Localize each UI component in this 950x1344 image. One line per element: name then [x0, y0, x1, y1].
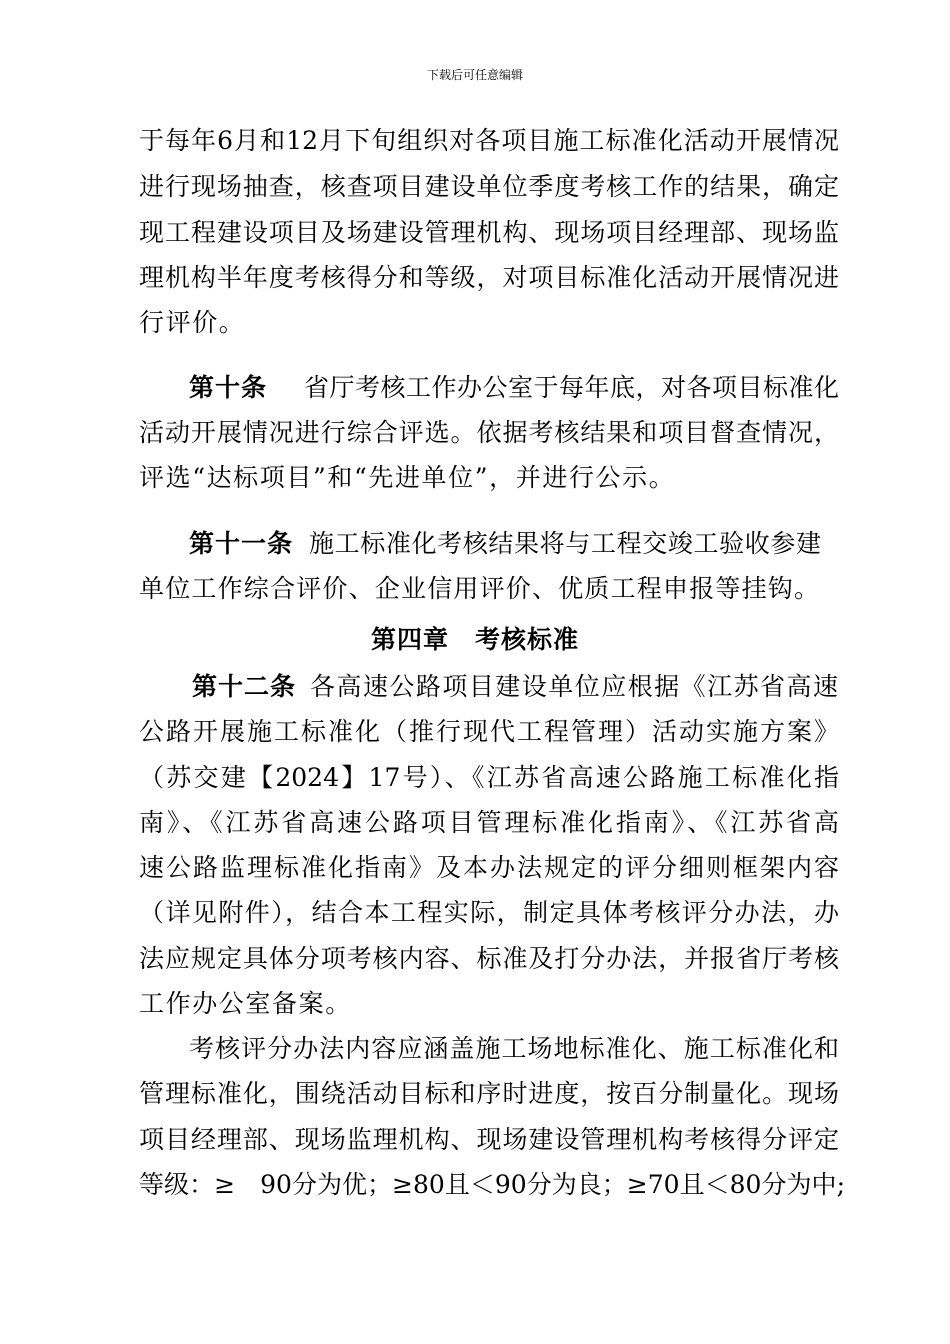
body-line: 单位工作综合评价、企业信用评价、优质工程申报等挂钩。 — [139, 574, 821, 603]
body-line: 等级：≥ 90分为优；≥80且＜90分为良；≥70且＜80分为中; — [139, 1170, 845, 1199]
article-12-label: 第十二条 — [192, 672, 297, 701]
body-line: 活动开展情况进行综合评选。依据考核结果和项目督查情况， — [139, 418, 839, 447]
article-11 — [189, 529, 821, 559]
article-10-first-line: 省厅考核工作办公室于每年底，对各项目标准化 — [304, 373, 839, 402]
article-12-first-line: 各高速公路项目建设单位应根据《江苏省高速 — [310, 672, 838, 701]
body-line: 公路开展施工标准化（推行现代工程管理）活动实施方案》 — [139, 717, 839, 746]
body-line: 理机构半年度考核得分和等级，对项目标准化活动开展情况进 — [139, 263, 839, 292]
body-line: 项目经理部、现场监理机构、现场建设管理机构考核得分评定 — [139, 1125, 839, 1154]
body-line: 行评价。 — [139, 308, 246, 337]
body-line: 进行现场抽查，核查项目建设单位季度考核工作的结果，确定 — [139, 172, 839, 201]
body-line: 现工程建设项目及场建设管理机构、现场项目经理部、现场监 — [139, 218, 839, 247]
body-line: 管理标准化，围绕活动目标和序时进度，按百分制量化。现场 — [139, 1079, 839, 1108]
article-11-first-line: 施工标准化考核结果将与工程交竣工验收参建 — [309, 529, 821, 558]
article-10-label: 第十条 — [189, 373, 268, 402]
chapter-heading: 第四章 考核标准 — [370, 625, 579, 654]
article-12 — [192, 672, 838, 702]
article-10 — [189, 373, 839, 403]
page-header: 下载后可任意编辑 — [426, 68, 523, 82]
body-line: 评选“达标项目”和“先进单位”，并进行公示。 — [139, 463, 676, 492]
body-line: 工作办公室备案。 — [139, 989, 352, 1018]
body-line: 速公路监理标准化指南》及本办法规定的评分细则框架内容 — [139, 853, 839, 882]
body-line: 南》、《江苏省高速公路项目管理标准化指南》、《江苏省高 — [139, 808, 839, 837]
body-line: 于每年6月和12月下旬组织对各项目施工标准化活动开展情况 — [139, 126, 839, 155]
article-11-label: 第十一条 — [189, 529, 294, 558]
body-line: 法应规定具体分项考核内容、标准及打分办法，并报省厅考核 — [139, 944, 839, 973]
body-line: （详见附件），结合本工程实际，制定具体考核评分办法，办 — [139, 898, 839, 927]
body-line: （苏交建【2024】17号）、《江苏省高速公路施工标准化指 — [139, 763, 839, 792]
body-line: 考核评分办法内容应涵盖施工场地标准化、施工标准化和 — [189, 1034, 839, 1063]
